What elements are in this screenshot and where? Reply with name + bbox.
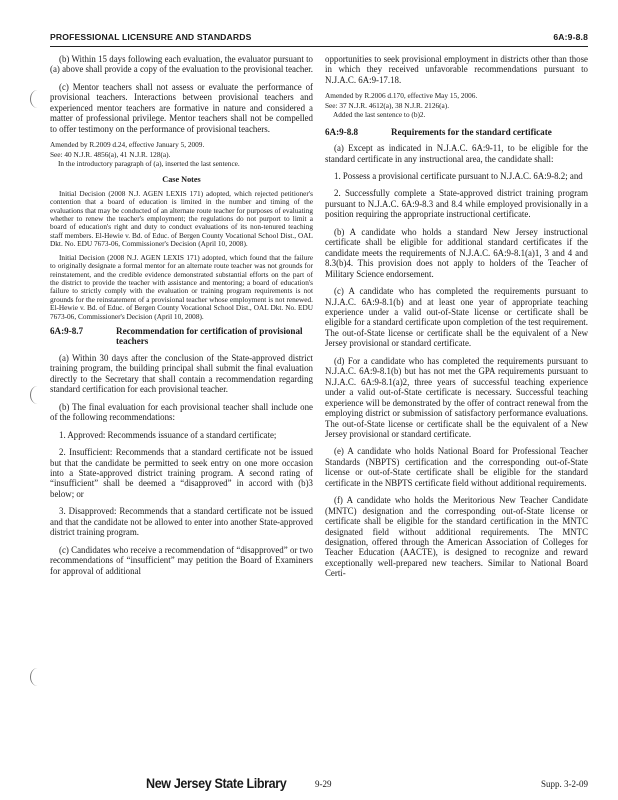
amendment-history: Amended by R.2006 d.170, effective May 15, 2006. — [325, 91, 478, 101]
header-chapter-title: PROFESSIONAL LICENSURE AND STANDARDS — [50, 32, 252, 42]
section-8-8-a: (a) Except as indicated in N.J.A.C. 6A:9-11, to be eligible for the standard certificate in any instructional area, the candidate shall: — [325, 143, 588, 164]
section-heading-8-8 — [325, 127, 588, 138]
right-column — [325, 54, 588, 759]
section-8-8-a1: 1. Possess a provisional certificate pursuant to N.J.A.C. 6A:9-8.2; and — [334, 170, 583, 181]
case-note-1: Initial Decision (2008 N.J. AGEN LEXIS 171) adopted, which rejected petitioner's contention that a board of education is limited in the number and timing of the evaluations that may be conducted of an alternate route teacher for purposes of evaluating whether to renew the teacher's employment; the regulations do not purport to limit a board of education's right and duty to conduct evaluations of its non-tenured teaching staff members. El-Hewie v. Bd. of Educ. of Bergen County Vocational School Dist., OAL Dkt. No. EDU 7673-06, Commissioner's Decision (April 10, 2008). — [50, 188, 313, 249]
section-8-7-b: (b) The final evaluation for each provisional teacher shall include one of the following recommendations: — [50, 401, 313, 423]
section-8-8-e: (e) A candidate who holds National Board for Professional Teacher Standards (NBPTS) certification and the corresponding out-of-State license or out-of-State certificate shall be eligible for the standard certificate in the NBPTS certificate field without additional requirements. — [325, 446, 588, 488]
paragraph-c: (c) Mentor teachers shall not assess or evaluate the performance of provisional teachers. Interactions between provisional teachers and experienced mentor teachers are formative in nature and considered a matter of professional privilege. Mentor teachers shall not be compelled to offer testimony on the performance of provisional teachers. — [50, 81, 313, 134]
section-8-7-a: (a) Within 30 days after the conclusion of the State-approved district training program, the building principal shall submit the final evaluation directly to the Secretary that shall contain a recommendation regarding standard certification for each provisional teacher. — [50, 352, 313, 395]
continued-paragraph: opportunities to seek provisional employment in districts other than those in which they received unfavorable recommendations pursuant to N.J.A.C. 6A:9-17.18. — [325, 54, 588, 85]
section-8-8-d: (d) For a candidate who has completed the requirements pursuant to N.J.A.C. 6A:9-8.1(b) but has not met the GPA requirements pursuant to N.J.A.C. 6A:9-8.1(a)2, three years of successful teaching experience under a valid out-of-State certificate is necessary. Successful teaching experience will be demonstrated by the offer of contract renewal from the employing district or submission of satisfactory performance evaluations. The out-of-State license or certificate shall be the equivalent of a New Jersey provisional or standard certificate. — [325, 355, 588, 439]
amendment-note: In the introductory paragraph of (a), inserted the last sentence. — [58, 158, 240, 168]
binding-hole-mark — [30, 386, 45, 404]
section-number: 6A:9-8.8 — [325, 126, 359, 137]
section-8-8-f: (f) A candidate who holds the Meritorious New Teacher Candidate (MNTC) designation and the corresponding out-of-State license or certificate shall be eligible for the standard certification in the MNTC designated field without additional requirements. The MNTC designation, offered through the American Association of Colleges for Teacher Education (AACTE), is designed to recognize and reward exceptionally well-prepared new teachers. Similar to National Board Certi- — [325, 495, 588, 579]
section-8-7-b1: 1. Approved: Recommends issuance of a standard certificate; — [59, 429, 277, 440]
amendment-note: Added the last sentence to (b)2. — [333, 110, 426, 120]
section-heading-8-7 — [50, 326, 313, 347]
supplement-date: Supp. 3-2-09 — [541, 779, 588, 789]
section-8-7-b3: 3. Disapproved: Recommends that a standard certificate not be issued and that the candidate not be allowed to enter into another State-approved district training program. — [50, 506, 313, 538]
left-column — [50, 54, 313, 759]
section-8-8-b: (b) A candidate who holds a standard New Jersey instructional certificate shall be eligible for additional standard certificates if the candidate meets the requirements of N.J.A.C. 6A:9-8.1(a)1, 3 and 4 and 8.3(b)4. This provision does not apply to holders of the Teacher of Military Science endorsement. — [325, 226, 588, 279]
binding-hole-mark — [30, 90, 45, 108]
amendment-citation: See: 37 N.J.R. 4612(a), 38 N.J.R. 2126(a). — [325, 100, 450, 110]
library-stamp: New Jersey State Library — [146, 776, 287, 791]
paragraph-b: (b) Within 15 days following each evaluation, the evaluator pursuant to (a) above shall provide a copy of the evaluation to the provisional teacher. — [50, 54, 313, 75]
section-8-7-b2: 2. Insufficient: Recommends that a standard certificate not be issued but that the candidate be permitted to seek entry on one more occasion into a State-approved district training program. A second rating of “insufficient” shall be deemed a “disapproved” in accord with (b)3 below; or — [50, 447, 313, 499]
section-number: 6A:9-8.7 — [50, 325, 84, 336]
section-8-8-c: (c) A candidate who has completed the requirements pursuant to N.J.A.C. 6A:9-8.1(b) and at least one year of appropriate teaching experience under a valid out-of-State license or certificate shall be eligible for a standard certificate upon completion of the test requirement. The out-of-State license or certificate shall be the equivalent of a New Jersey provisional or standard certificate. — [325, 286, 588, 349]
running-header — [50, 32, 588, 47]
page-footer — [50, 776, 588, 794]
section-8-8-a2: 2. Successfully complete a State-approved district training program pursuant to N.J.A.C. 6A:9-8.3 and 8.4 while employed provisionally in a position requiring the appropriate instructional certificate. — [325, 188, 588, 220]
amendment-citation: See: 40 N.J.R. 4856(a), 41 N.J.R. 128(a). — [50, 149, 171, 159]
header-section-ref: 6A:9-8.8 — [553, 32, 588, 42]
section-title: Recommendation for certification of provisional teachers — [116, 325, 303, 347]
amendment-history: Amended by R.2009 d.24, effective January 5, 2009. — [50, 140, 205, 150]
case-notes-heading: Case Notes — [162, 175, 201, 185]
page-number: 9-29 — [315, 779, 332, 789]
section-title: Requirements for the standard certificate — [391, 126, 552, 137]
case-note-2: Initial Decision (2008 N.J. AGEN LEXIS 171) adopted, which found that the failure to originally designate a formal mentor for an alternate route teacher was not grounds for reinstatement, and the credible evidence demonstrated substantial efforts on the part of the district to provide the teacher with assistance and mentoring; a board of education's failure to strictly comply with the evaluation or training program requirements is not grounds for the reinstatement of a provisional teacher whose employment is not renewed. El-Hewie v. Bd. of Educ. of Bergen County Vocational School Dist., OAL Dkt. No. EDU 7673-06, Commissioner's Decision (April 10, 2008). — [50, 252, 313, 321]
binding-hole-mark — [30, 668, 45, 686]
section-8-7-c: (c) Candidates who receive a recommendation of “disapproved” or two recommendations of “insufficient” may petition the Board of Examiners for approval of additional — [50, 544, 313, 576]
